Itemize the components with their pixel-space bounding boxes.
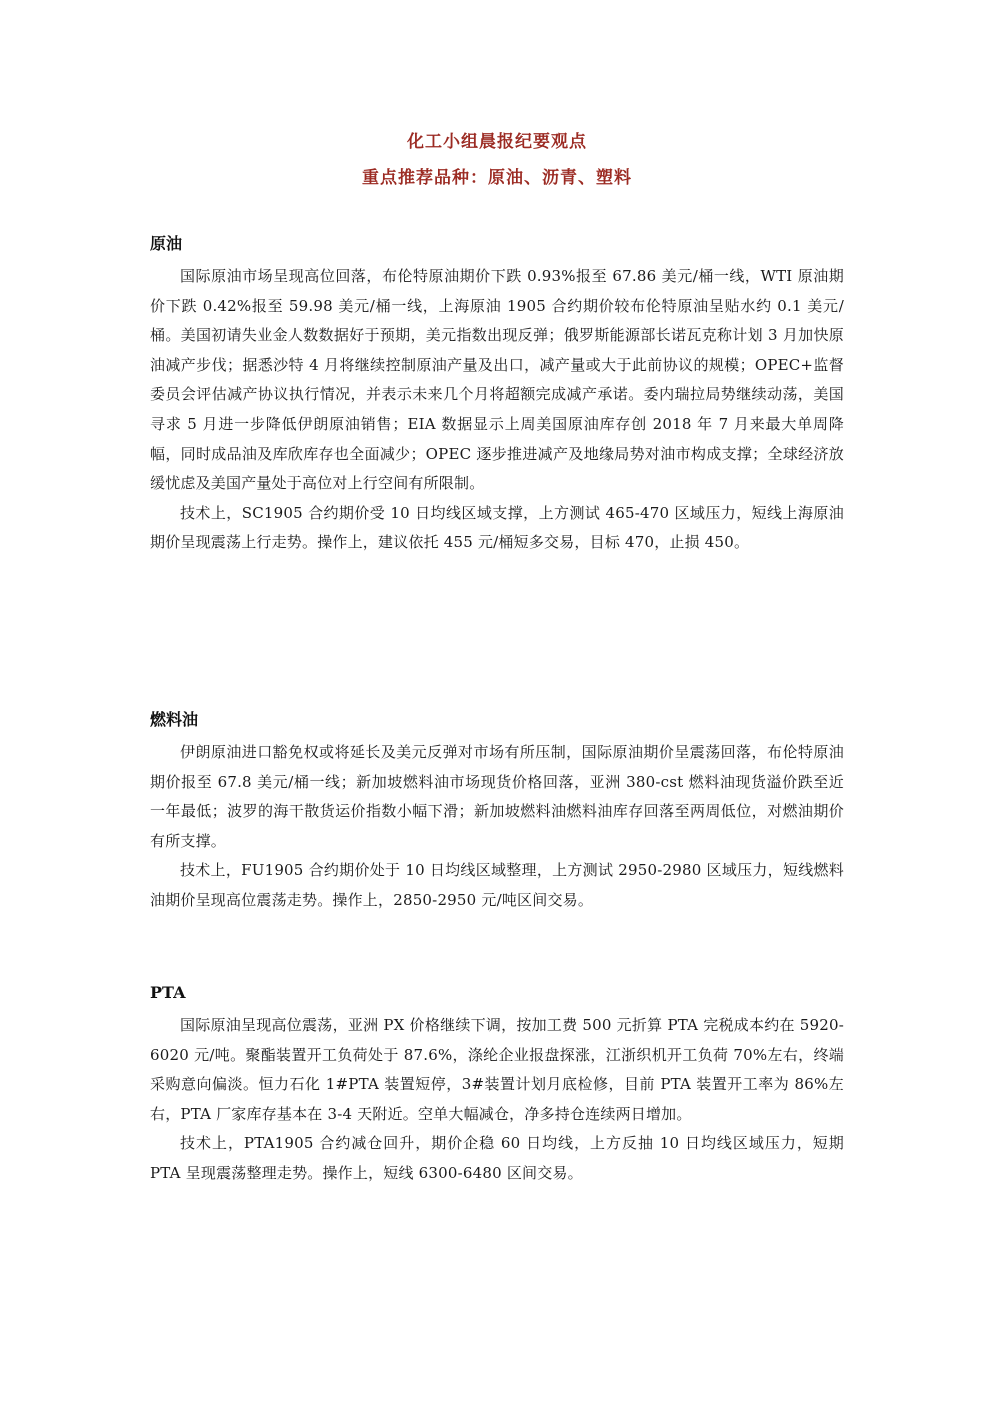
section-paragraph: 技术上，PTA1905 合约减仓回升，期价企稳 60 日均线，上方反抽 10 日均线区域压力，短期 PTA 呈现震荡整理走势。操作上，短线 6300-6480 区间交易。: [150, 1134, 844, 1182]
section-paragraph: 国际原油市场呈现高位回落，布伦特原油期价下跌 0.93%报至 67.86 美元/桶一线，WTI 原油期价下跌 0.42%报至 59.98 美元/桶一线，上海原油 1905 合约期价较布伦特原油呈贴水约 0.1 美元/桶。美国初请失业金人数数据好于预期，美元指数出现反弹；俄罗斯能源部长诺瓦克称计划 3 月加快原油减产步伐；据悉沙特 4 月将继续控制原油产量及出口，减产量或大于此前协议的规模；OPEC+监督委员会评估减产协议执行情况，并表示未来几个月将超额完成减产承诺。委内瑞拉局势继续动荡，美国寻求 5 月进一步降低伊朗原油销售；EIA 数据显示上周美国原油库存创 2018 年 7 月来最大单周降幅，同时成品油及库欣库存也全面减少；OPEC 逐步推进减产及地缘局势对油市构成支撑；全球经济放缓忧虑及美国产量处于高位对上行空间有所限制。: [150, 267, 844, 493]
section-paragraph: 技术上，SC1905 合约期价受 10 日均线区域支撑，上方测试 465-470 区域压力，短线上海原油期价呈现震荡上行走势。操作上，建议依托 455 元/桶短多交易，目标 470，止损 450。: [150, 503, 844, 552]
document-header: [150, 128, 844, 192]
section-paragraph: 伊朗原油进口豁免权或将延长及美元反弹对市场有所压制，国际原油期价呈震荡回落，布伦特原油期价报至 67.8 美元/桶一线；新加坡燃料油市场现货价格回落，亚洲 380-cst 燃料油现货溢价跌至近一年最低；波罗的海干散货运价指数小幅下滑；新加坡燃料油燃料油库存回落至两周低位，对燃油期价有所支撑。: [150, 743, 844, 850]
section-paragraph: 技术上，FU1905 合约期价处于 10 日均线区域整理，上方测试 2950-2980 区域压力，短线燃料油期价呈现高位震荡走势。操作上，2850-2950 元/吨区间交易。: [150, 861, 844, 909]
section-heading: 燃料油: [150, 710, 199, 729]
document-title: 化工小组晨报纪要观点: [407, 132, 587, 152]
section-paragraph: 国际原油呈现高位震荡，亚洲 PX 价格继续下调，按加工费 500 元折算 PTA 完税成本约在 5920-6020 元/吨。聚酯装置开工负荷处于 87.6%，涤纶企业报盘探涨，江浙织机开工负荷 70%左右，终端采购意向偏淡。恒力石化 1#PTA 装置短停，3#装置计划月底检修，目前 PTA 装置开工率为 86%左右，PTA 厂家库存基本在 3-4 天附近。空单大幅减仓，净多持仓连续两日增加。: [150, 1016, 844, 1123]
section-crude-oil: [150, 230, 844, 558]
section-heading: PTA: [150, 983, 186, 1002]
document-subtitle: 重点推荐品种：原油、沥青、塑料: [362, 168, 632, 188]
section-fuel-oil: [150, 706, 844, 916]
section-pta: [150, 979, 844, 1189]
section-heading: 原油: [150, 234, 183, 253]
